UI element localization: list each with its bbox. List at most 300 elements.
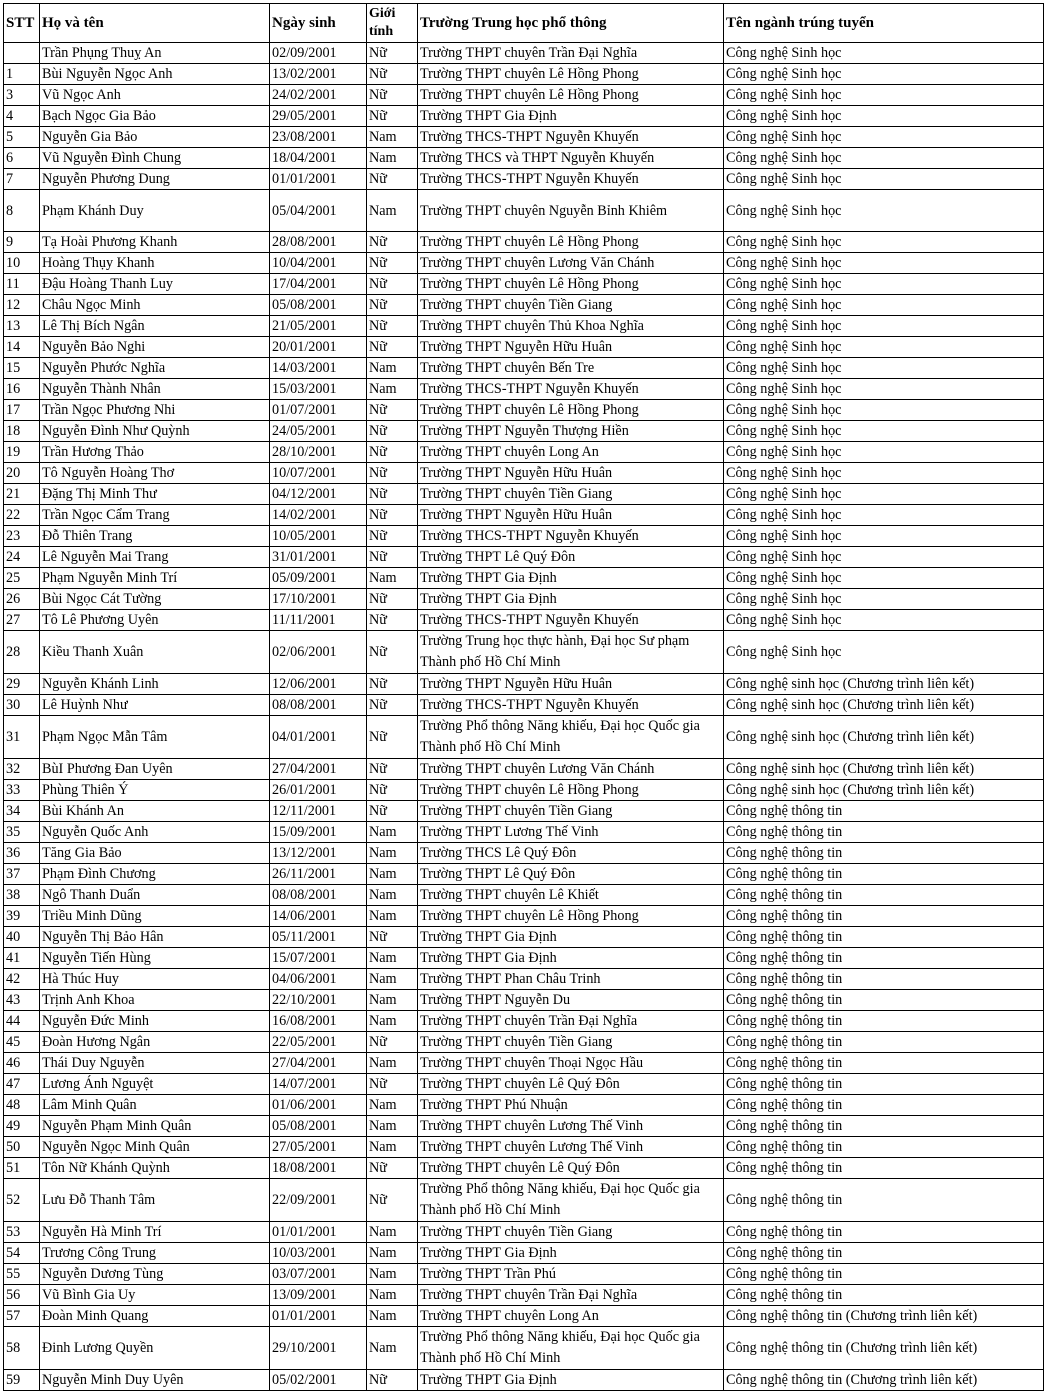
cell-name: Bùi Ngọc Cát Tường bbox=[40, 589, 270, 610]
cell-stt: 41 bbox=[4, 948, 40, 969]
cell-gender: Nữ bbox=[367, 106, 418, 127]
cell-dob: 05/08/2001 bbox=[270, 1116, 367, 1137]
cell-stt: 10 bbox=[4, 253, 40, 274]
table-row bbox=[4, 190, 1044, 232]
cell-stt: 4 bbox=[4, 106, 40, 127]
cell-school: Trường THPT Gia Định bbox=[418, 948, 724, 969]
cell-dob: 14/06/2001 bbox=[270, 906, 367, 927]
cell-name: Bùi Nguyễn Ngọc Anh bbox=[40, 64, 270, 85]
cell-stt: 28 bbox=[4, 631, 40, 674]
table-row bbox=[4, 1222, 1044, 1243]
cell-stt: 38 bbox=[4, 885, 40, 906]
cell-school: Trường Phổ thông Năng khiếu, Đại học Quốc gia Thành phố Hồ Chí Minh bbox=[418, 716, 724, 759]
table-body bbox=[4, 43, 1044, 1391]
cell-major: Công nghệ Sinh học bbox=[724, 631, 1044, 674]
cell-dob: 10/07/2001 bbox=[270, 463, 367, 484]
cell-stt: 55 bbox=[4, 1264, 40, 1285]
cell-name: Nguyễn Thị Bảo Hân bbox=[40, 927, 270, 948]
cell-name: Nguyễn Gia Bảo bbox=[40, 127, 270, 148]
cell-major: Công nghệ thông tin bbox=[724, 906, 1044, 927]
cell-school: Trường THPT chuyên Trần Đại Nghĩa bbox=[418, 1285, 724, 1306]
spreadsheet bbox=[3, 3, 1043, 1391]
cell-gender: Nam bbox=[367, 358, 418, 379]
cell-gender: Nam bbox=[367, 843, 418, 864]
cell-major: Công nghệ thông tin (Chương trình liên kết) bbox=[724, 1306, 1044, 1327]
table-row bbox=[4, 1370, 1044, 1391]
cell-stt: 32 bbox=[4, 759, 40, 780]
header-name: Họ và tên bbox=[40, 4, 270, 43]
cell-dob: 22/09/2001 bbox=[270, 1179, 367, 1222]
table-row bbox=[4, 547, 1044, 568]
cell-name: Nguyễn Phương Dung bbox=[40, 169, 270, 190]
table-row bbox=[4, 442, 1044, 463]
cell-gender: Nam bbox=[367, 127, 418, 148]
cell-stt: 59 bbox=[4, 1370, 40, 1391]
cell-stt: 17 bbox=[4, 400, 40, 421]
cell-school: Trường THCS-THPT Nguyễn Khuyến bbox=[418, 526, 724, 547]
table-row bbox=[4, 1243, 1044, 1264]
cell-major: Công nghệ Sinh học bbox=[724, 106, 1044, 127]
cell-dob: 24/02/2001 bbox=[270, 85, 367, 106]
cell-school: Trường THPT chuyên Lương Văn Chánh bbox=[418, 253, 724, 274]
table-row bbox=[4, 695, 1044, 716]
cell-major: Công nghệ thông tin bbox=[724, 885, 1044, 906]
table-row bbox=[4, 1116, 1044, 1137]
cell-name: Vũ Ngọc Anh bbox=[40, 85, 270, 106]
cell-gender: Nữ bbox=[367, 1158, 418, 1179]
cell-major: Công nghệ Sinh học bbox=[724, 148, 1044, 169]
table-row bbox=[4, 463, 1044, 484]
cell-gender: Nữ bbox=[367, 253, 418, 274]
cell-gender: Nữ bbox=[367, 589, 418, 610]
admission-table bbox=[3, 3, 1044, 1391]
cell-dob: 05/09/2001 bbox=[270, 568, 367, 589]
cell-stt: 34 bbox=[4, 801, 40, 822]
cell-major: Công nghệ Sinh học bbox=[724, 379, 1044, 400]
cell-stt: 22 bbox=[4, 505, 40, 526]
cell-school: Trường THPT chuyên Thủ Khoa Nghĩa bbox=[418, 316, 724, 337]
cell-major: Công nghệ thông tin bbox=[724, 969, 1044, 990]
table-row bbox=[4, 927, 1044, 948]
table-row bbox=[4, 43, 1044, 64]
cell-major: Công nghệ thông tin bbox=[724, 1032, 1044, 1053]
cell-name: Hà Thúc Huy bbox=[40, 969, 270, 990]
cell-school: Trường THPT chuyên Long An bbox=[418, 442, 724, 463]
cell-school: Trường THPT Gia Định bbox=[418, 589, 724, 610]
table-row bbox=[4, 1285, 1044, 1306]
cell-stt: 31 bbox=[4, 716, 40, 759]
cell-major: Công nghệ thông tin bbox=[724, 990, 1044, 1011]
cell-dob: 17/10/2001 bbox=[270, 589, 367, 610]
table-row bbox=[4, 85, 1044, 106]
cell-stt: 52 bbox=[4, 1179, 40, 1222]
cell-gender: Nam bbox=[367, 948, 418, 969]
cell-gender: Nam bbox=[367, 190, 418, 232]
table-row bbox=[4, 526, 1044, 547]
cell-major: Công nghệ sinh học (Chương trình liên kết) bbox=[724, 716, 1044, 759]
cell-name: Lê Huỳnh Như bbox=[40, 695, 270, 716]
cell-major: Công nghệ Sinh học bbox=[724, 505, 1044, 526]
cell-stt: 58 bbox=[4, 1327, 40, 1370]
table-row bbox=[4, 885, 1044, 906]
cell-dob: 04/06/2001 bbox=[270, 969, 367, 990]
cell-major: Công nghệ thông tin bbox=[724, 822, 1044, 843]
cell-dob: 20/01/2001 bbox=[270, 337, 367, 358]
cell-school: Trường THPT chuyên Lê Hồng Phong bbox=[418, 780, 724, 801]
table-row bbox=[4, 274, 1044, 295]
cell-stt: 23 bbox=[4, 526, 40, 547]
cell-school: Trường THPT chuyên Tiền Giang bbox=[418, 1222, 724, 1243]
cell-stt: 45 bbox=[4, 1032, 40, 1053]
cell-major: Công nghệ thông tin bbox=[724, 801, 1044, 822]
cell-major: Công nghệ thông tin bbox=[724, 1011, 1044, 1032]
cell-gender: Nữ bbox=[367, 169, 418, 190]
cell-gender: Nữ bbox=[367, 716, 418, 759]
cell-stt: 21 bbox=[4, 484, 40, 505]
table-row bbox=[4, 969, 1044, 990]
cell-dob: 10/05/2001 bbox=[270, 526, 367, 547]
table-row bbox=[4, 568, 1044, 589]
cell-school: Trường THPT Lê Quý Đôn bbox=[418, 864, 724, 885]
cell-name: Lương Ánh Nguyệt bbox=[40, 1074, 270, 1095]
cell-major: Công nghệ sinh học (Chương trình liên kết) bbox=[724, 695, 1044, 716]
cell-major: Công nghệ sinh học (Chương trình liên kết) bbox=[724, 759, 1044, 780]
cell-stt: 30 bbox=[4, 695, 40, 716]
table-row bbox=[4, 64, 1044, 85]
table-row bbox=[4, 843, 1044, 864]
cell-major: Công nghệ thông tin bbox=[724, 1074, 1044, 1095]
cell-major: Công nghệ thông tin bbox=[724, 1179, 1044, 1222]
cell-stt: 25 bbox=[4, 568, 40, 589]
table-row bbox=[4, 906, 1044, 927]
cell-major: Công nghệ thông tin bbox=[724, 864, 1044, 885]
cell-name: Tô Lê Phương Uyên bbox=[40, 610, 270, 631]
cell-school: Trường THPT chuyên Lương Thế Vinh bbox=[418, 1116, 724, 1137]
cell-school: Trường THCS-THPT Nguyễn Khuyến bbox=[418, 610, 724, 631]
cell-gender: Nữ bbox=[367, 610, 418, 631]
cell-stt: 19 bbox=[4, 442, 40, 463]
table-row bbox=[4, 379, 1044, 400]
cell-name: Tạ Hoài Phương Khanh bbox=[40, 232, 270, 253]
cell-stt: 26 bbox=[4, 589, 40, 610]
cell-school: Trường THPT Gia Định bbox=[418, 568, 724, 589]
cell-gender: Nữ bbox=[367, 274, 418, 295]
header-stt: STT bbox=[4, 4, 40, 43]
cell-dob: 14/03/2001 bbox=[270, 358, 367, 379]
cell-stt: 9 bbox=[4, 232, 40, 253]
cell-gender: Nữ bbox=[367, 337, 418, 358]
cell-gender: Nam bbox=[367, 1327, 418, 1370]
cell-school: Trường Trung học thực hành, Đại học Sư phạm Thành phố Hồ Chí Minh bbox=[418, 631, 724, 674]
cell-gender: Nữ bbox=[367, 316, 418, 337]
cell-dob: 10/04/2001 bbox=[270, 253, 367, 274]
cell-dob: 15/09/2001 bbox=[270, 822, 367, 843]
cell-school: Trường THPT chuyên Lê Quý Đôn bbox=[418, 1158, 724, 1179]
cell-dob: 17/04/2001 bbox=[270, 274, 367, 295]
cell-major: Công nghệ Sinh học bbox=[724, 232, 1044, 253]
cell-stt: 49 bbox=[4, 1116, 40, 1137]
table-row bbox=[4, 1306, 1044, 1327]
cell-major: Công nghệ thông tin bbox=[724, 1137, 1044, 1158]
cell-gender: Nam bbox=[367, 1137, 418, 1158]
cell-name: Phạm Nguyễn Minh Trí bbox=[40, 568, 270, 589]
cell-dob: 01/07/2001 bbox=[270, 400, 367, 421]
table-row bbox=[4, 674, 1044, 695]
cell-major: Công nghệ Sinh học bbox=[724, 400, 1044, 421]
table-row bbox=[4, 169, 1044, 190]
cell-dob: 11/11/2001 bbox=[270, 610, 367, 631]
cell-gender: Nam bbox=[367, 1285, 418, 1306]
cell-major: Công nghệ Sinh học bbox=[724, 295, 1044, 316]
cell-name: Nguyễn Hà Minh Trí bbox=[40, 1222, 270, 1243]
cell-gender: Nữ bbox=[367, 801, 418, 822]
cell-stt: 16 bbox=[4, 379, 40, 400]
cell-name: Nguyễn Quốc Anh bbox=[40, 822, 270, 843]
cell-major: Công nghệ Sinh học bbox=[724, 589, 1044, 610]
cell-gender: Nữ bbox=[367, 505, 418, 526]
cell-major: Công nghệ thông tin bbox=[724, 1095, 1044, 1116]
cell-school: Trường THPT Trần Phú bbox=[418, 1264, 724, 1285]
cell-school: Trường THPT chuyên Bến Tre bbox=[418, 358, 724, 379]
cell-name: Trần Ngọc Cẩm Trang bbox=[40, 505, 270, 526]
cell-dob: 18/04/2001 bbox=[270, 148, 367, 169]
cell-gender: Nữ bbox=[367, 1032, 418, 1053]
cell-gender: Nữ bbox=[367, 1370, 418, 1391]
cell-gender: Nam bbox=[367, 1011, 418, 1032]
cell-dob: 26/11/2001 bbox=[270, 864, 367, 885]
cell-stt: 15 bbox=[4, 358, 40, 379]
cell-school: Trường THPT chuyên Trần Đại Nghĩa bbox=[418, 1011, 724, 1032]
cell-dob: 27/04/2001 bbox=[270, 1053, 367, 1074]
table-row bbox=[4, 1095, 1044, 1116]
cell-dob: 08/08/2001 bbox=[270, 695, 367, 716]
cell-name: Tăng Gia Bảo bbox=[40, 843, 270, 864]
table-row bbox=[4, 400, 1044, 421]
cell-name: Nguyễn Bảo Nghi bbox=[40, 337, 270, 358]
cell-school: Trường THPT Gia Định bbox=[418, 927, 724, 948]
cell-name: Lê Thị Bích Ngân bbox=[40, 316, 270, 337]
cell-stt: 39 bbox=[4, 906, 40, 927]
cell-school: Trường Phổ thông Năng khiếu, Đại học Quốc gia Thành phố Hồ Chí Minh bbox=[418, 1327, 724, 1370]
cell-stt: 57 bbox=[4, 1306, 40, 1327]
cell-school: Trường THPT chuyên Lê Quý Đôn bbox=[418, 1074, 724, 1095]
cell-gender: Nữ bbox=[367, 295, 418, 316]
cell-school: Trường THPT chuyên Lương Văn Chánh bbox=[418, 759, 724, 780]
cell-name: Lưu Đỗ Thanh Tâm bbox=[40, 1179, 270, 1222]
cell-name: Tô Nguyễn Hoàng Thơ bbox=[40, 463, 270, 484]
cell-school: Trường THPT chuyên Lê Hồng Phong bbox=[418, 64, 724, 85]
cell-gender: Nam bbox=[367, 906, 418, 927]
cell-dob: 04/12/2001 bbox=[270, 484, 367, 505]
cell-major: Công nghệ Sinh học bbox=[724, 526, 1044, 547]
cell-name: Trần Phụng Thuỵ An bbox=[40, 43, 270, 64]
cell-stt: 13 bbox=[4, 316, 40, 337]
cell-gender: Nữ bbox=[367, 64, 418, 85]
table-row bbox=[4, 864, 1044, 885]
cell-dob: 24/05/2001 bbox=[270, 421, 367, 442]
cell-gender: Nữ bbox=[367, 484, 418, 505]
cell-school: Trường THPT Nguyễn Hữu Huân bbox=[418, 337, 724, 358]
table-row bbox=[4, 337, 1044, 358]
cell-major: Công nghệ Sinh học bbox=[724, 442, 1044, 463]
cell-dob: 02/09/2001 bbox=[270, 43, 367, 64]
cell-gender: Nam bbox=[367, 379, 418, 400]
cell-name: Nguyễn Đức Minh bbox=[40, 1011, 270, 1032]
cell-major: Công nghệ Sinh học bbox=[724, 190, 1044, 232]
cell-gender: Nữ bbox=[367, 759, 418, 780]
cell-major: Công nghệ sinh học (Chương trình liên kết) bbox=[724, 674, 1044, 695]
cell-dob: 03/07/2001 bbox=[270, 1264, 367, 1285]
cell-dob: 22/10/2001 bbox=[270, 990, 367, 1011]
cell-dob: 28/08/2001 bbox=[270, 232, 367, 253]
table-row bbox=[4, 631, 1044, 674]
cell-school: Trường THPT chuyên Tiền Giang bbox=[418, 1032, 724, 1053]
cell-school: Trường THPT chuyên Long An bbox=[418, 1306, 724, 1327]
cell-major: Công nghệ Sinh học bbox=[724, 274, 1044, 295]
cell-school: Trường THCS-THPT Nguyễn Khuyến bbox=[418, 379, 724, 400]
cell-major: Công nghệ thông tin bbox=[724, 1264, 1044, 1285]
cell-dob: 14/02/2001 bbox=[270, 505, 367, 526]
header-dob: Ngày sinh bbox=[270, 4, 367, 43]
cell-gender: Nữ bbox=[367, 927, 418, 948]
cell-name: Trương Công Trung bbox=[40, 1243, 270, 1264]
cell-major: Công nghệ thông tin bbox=[724, 927, 1044, 948]
cell-name: Vũ Bình Gia Uy bbox=[40, 1285, 270, 1306]
cell-gender: Nam bbox=[367, 1116, 418, 1137]
cell-school: Trường THPT chuyên Lê Hồng Phong bbox=[418, 232, 724, 253]
table-row bbox=[4, 1137, 1044, 1158]
cell-stt: 24 bbox=[4, 547, 40, 568]
table-row bbox=[4, 1264, 1044, 1285]
cell-major: Công nghệ thông tin bbox=[724, 948, 1044, 969]
cell-school: Trường THPT Phú Nhuận bbox=[418, 1095, 724, 1116]
cell-gender: Nữ bbox=[367, 43, 418, 64]
cell-school: Trường THPT chuyên Lê Khiết bbox=[418, 885, 724, 906]
cell-dob: 29/10/2001 bbox=[270, 1327, 367, 1370]
cell-major: Công nghệ Sinh học bbox=[724, 253, 1044, 274]
cell-dob: 12/11/2001 bbox=[270, 801, 367, 822]
cell-name: Bạch Ngọc Gia Bảo bbox=[40, 106, 270, 127]
table-row bbox=[4, 1011, 1044, 1032]
cell-name: Nguyễn Minh Duy Uyên bbox=[40, 1370, 270, 1391]
cell-dob: 01/01/2001 bbox=[270, 169, 367, 190]
cell-name: Nguyễn Ngọc Minh Quân bbox=[40, 1137, 270, 1158]
cell-stt: 29 bbox=[4, 674, 40, 695]
cell-stt: 47 bbox=[4, 1074, 40, 1095]
cell-school: Trường THPT Nguyễn Du bbox=[418, 990, 724, 1011]
cell-dob: 05/08/2001 bbox=[270, 295, 367, 316]
cell-gender: Nữ bbox=[367, 463, 418, 484]
cell-school: Trường THPT Nguyễn Thượng Hiền bbox=[418, 421, 724, 442]
cell-school: Trường THPT Nguyễn Hữu Huân bbox=[418, 463, 724, 484]
cell-major: Công nghệ Sinh học bbox=[724, 484, 1044, 505]
cell-gender: Nữ bbox=[367, 1179, 418, 1222]
table-row bbox=[4, 610, 1044, 631]
cell-school: Trường THPT Lê Quý Đôn bbox=[418, 547, 724, 568]
cell-stt: 12 bbox=[4, 295, 40, 316]
cell-dob: 02/06/2001 bbox=[270, 631, 367, 674]
cell-school: Trường THPT chuyên Trần Đại Nghĩa bbox=[418, 43, 724, 64]
cell-gender: Nam bbox=[367, 1222, 418, 1243]
cell-name: Châu Ngọc Minh bbox=[40, 295, 270, 316]
cell-major: Công nghệ Sinh học bbox=[724, 610, 1044, 631]
cell-major: Công nghệ Sinh học bbox=[724, 358, 1044, 379]
cell-gender: Nữ bbox=[367, 631, 418, 674]
cell-school: Trường THCS và THPT Nguyễn Khuyến bbox=[418, 148, 724, 169]
cell-stt: 5 bbox=[4, 127, 40, 148]
cell-gender: Nam bbox=[367, 969, 418, 990]
cell-name: Đoàn Hương Ngân bbox=[40, 1032, 270, 1053]
cell-gender: Nam bbox=[367, 990, 418, 1011]
cell-major: Công nghệ Sinh học bbox=[724, 337, 1044, 358]
cell-dob: 15/03/2001 bbox=[270, 379, 367, 400]
cell-dob: 08/08/2001 bbox=[270, 885, 367, 906]
table-row bbox=[4, 716, 1044, 759]
cell-stt: 40 bbox=[4, 927, 40, 948]
cell-major: Công nghệ thông tin bbox=[724, 1158, 1044, 1179]
cell-dob: 01/01/2001 bbox=[270, 1306, 367, 1327]
cell-stt: 3 bbox=[4, 85, 40, 106]
cell-major: Công nghệ sinh học (Chương trình liên kết) bbox=[724, 780, 1044, 801]
cell-major: Công nghệ thông tin bbox=[724, 1285, 1044, 1306]
cell-stt: 37 bbox=[4, 864, 40, 885]
cell-dob: 01/01/2001 bbox=[270, 1222, 367, 1243]
table-row bbox=[4, 801, 1044, 822]
cell-stt: 20 bbox=[4, 463, 40, 484]
cell-school: Trường THPT Gia Định bbox=[418, 1243, 724, 1264]
cell-stt: 44 bbox=[4, 1011, 40, 1032]
cell-major: Công nghệ Sinh học bbox=[724, 463, 1044, 484]
table-row bbox=[4, 759, 1044, 780]
cell-gender: Nữ bbox=[367, 421, 418, 442]
cell-major: Công nghệ thông tin (Chương trình liên kết) bbox=[724, 1370, 1044, 1391]
cell-stt: 51 bbox=[4, 1158, 40, 1179]
cell-stt: 1 bbox=[4, 64, 40, 85]
cell-gender: Nam bbox=[367, 1264, 418, 1285]
table-row bbox=[4, 1053, 1044, 1074]
cell-dob: 22/05/2001 bbox=[270, 1032, 367, 1053]
cell-stt: 7 bbox=[4, 169, 40, 190]
cell-school: Trường THPT chuyên Lê Hồng Phong bbox=[418, 400, 724, 421]
cell-name: Trần Ngọc Phương Nhi bbox=[40, 400, 270, 421]
cell-name: Triều Minh Dũng bbox=[40, 906, 270, 927]
cell-name: Nguyễn Đình Như Quỳnh bbox=[40, 421, 270, 442]
table-row bbox=[4, 990, 1044, 1011]
cell-name: Phạm Ngọc Mẫn Tâm bbox=[40, 716, 270, 759]
table-row bbox=[4, 232, 1044, 253]
table-row bbox=[4, 1074, 1044, 1095]
cell-stt: 33 bbox=[4, 780, 40, 801]
table-row bbox=[4, 421, 1044, 442]
table-row bbox=[4, 1158, 1044, 1179]
cell-stt: 48 bbox=[4, 1095, 40, 1116]
table-row bbox=[4, 1179, 1044, 1222]
cell-school: Trường THPT Lương Thế Vinh bbox=[418, 822, 724, 843]
cell-dob: 05/11/2001 bbox=[270, 927, 367, 948]
cell-gender: Nam bbox=[367, 1053, 418, 1074]
cell-gender: Nữ bbox=[367, 85, 418, 106]
table-row bbox=[4, 127, 1044, 148]
header-school: Trường Trung học phổ thông bbox=[418, 4, 724, 43]
cell-major: Công nghệ Sinh học bbox=[724, 85, 1044, 106]
cell-dob: 14/07/2001 bbox=[270, 1074, 367, 1095]
table-row bbox=[4, 106, 1044, 127]
cell-school: Trường THPT chuyên Tiền Giang bbox=[418, 484, 724, 505]
cell-school: Trường THCS-THPT Nguyễn Khuyến bbox=[418, 127, 724, 148]
cell-name: Hoàng Thụy Khanh bbox=[40, 253, 270, 274]
cell-name: Đoàn Minh Quang bbox=[40, 1306, 270, 1327]
cell-dob: 04/01/2001 bbox=[270, 716, 367, 759]
